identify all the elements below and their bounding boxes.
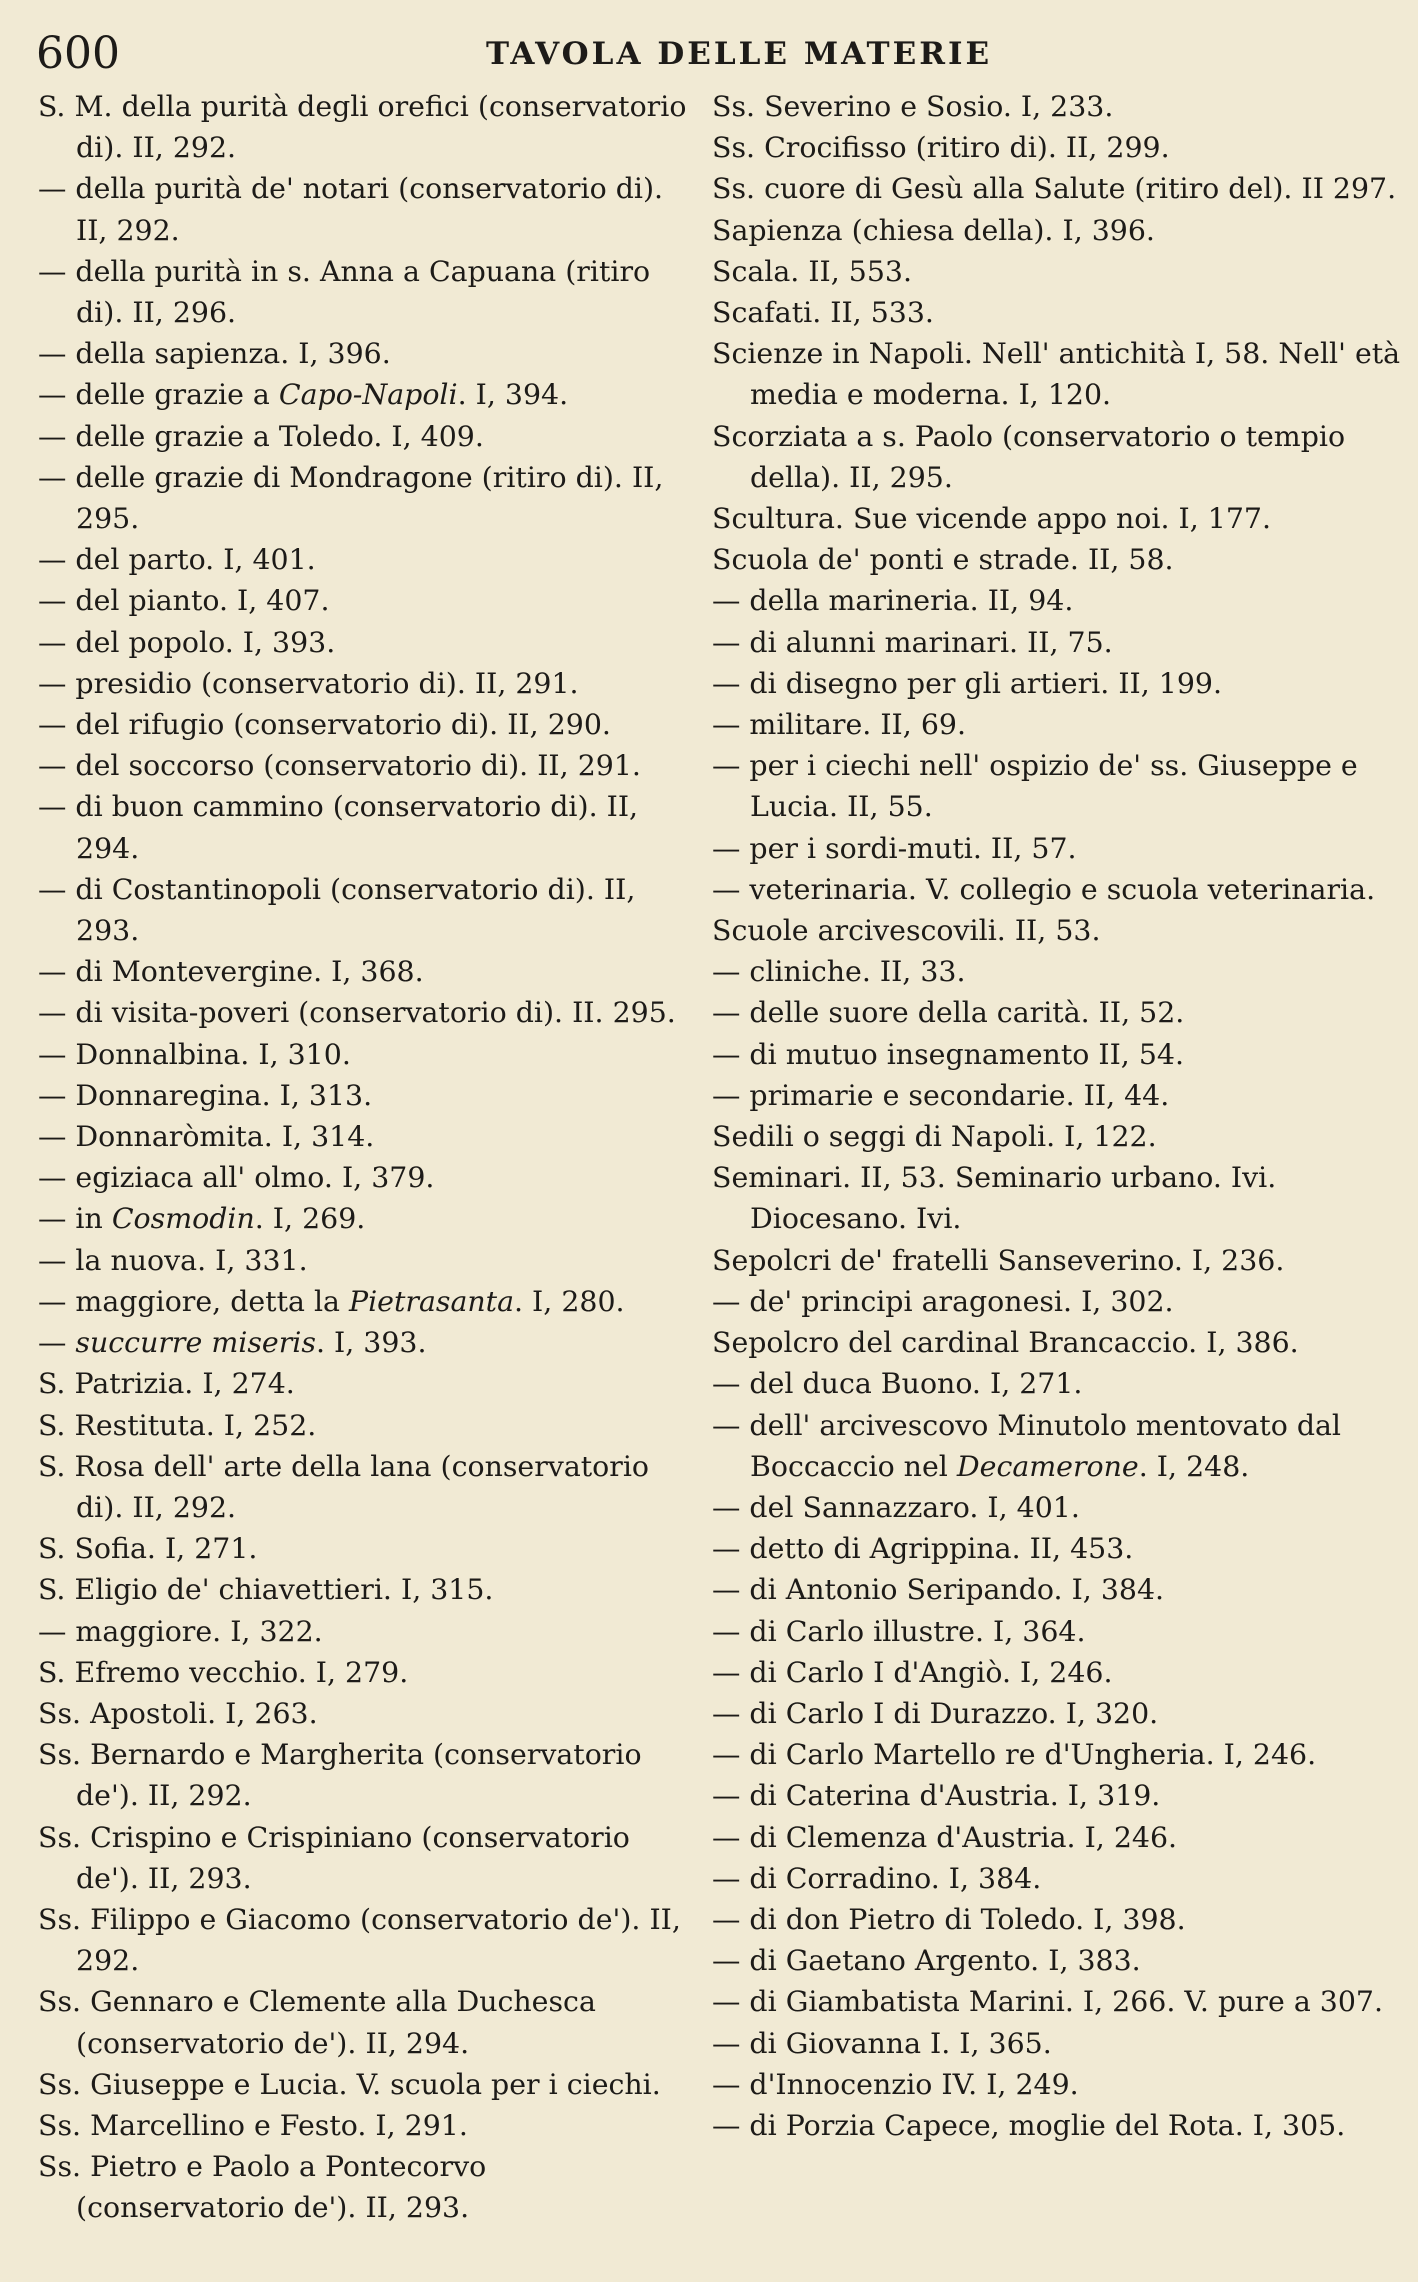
index-entry	[38, 622, 698, 663]
index-entry-text: — del parto. I, 401.	[38, 543, 316, 577]
index-entry-text: — de' principi aragonesi. I, 302.	[712, 1284, 1174, 1318]
index-entry	[712, 127, 1402, 168]
index-entry-text: — di Gaetano Argento. I, 383.	[712, 1944, 1141, 1978]
index-entry-text: S. Sofia. I, 271.	[38, 1532, 258, 1566]
index-entry-text: — di Carlo Martello re d'Ungheria. I, 246.	[712, 1738, 1317, 1772]
index-entry	[38, 457, 698, 539]
index-entry-text: — la nuova. I, 331.	[38, 1243, 308, 1277]
index-entry-text: . I, 248.	[1138, 1449, 1250, 1483]
index-entry-italic-text: Cosmodin	[111, 1202, 255, 1236]
running-head-title: TAVOLA DELLE MATERIE	[486, 36, 993, 72]
page-number: 600	[36, 28, 120, 79]
index-entry	[712, 168, 1402, 209]
index-entry-text: Ss. cuore di Gesù alla Salute (ritiro del). II 297.	[712, 172, 1397, 206]
index-entry-text: — di Carlo illustre. I, 364.	[712, 1614, 1086, 1648]
index-entry-text: Sedili o seggi di Napoli. I, 122.	[712, 1120, 1157, 1154]
index-entry-text: Ss. Severino e Sosio. I, 233.	[712, 90, 1114, 123]
index-entry-text: — del rifugio (conservatorio di). II, 290.	[38, 708, 611, 742]
index-entry	[38, 1240, 698, 1281]
index-entry	[712, 704, 1402, 745]
index-entry	[38, 1734, 698, 1816]
index-entry	[38, 1446, 698, 1528]
index-entry	[38, 251, 698, 333]
index-entry-text: S. Restituta. I, 252.	[38, 1408, 317, 1442]
index-entry	[712, 1528, 1402, 1569]
index-entry	[38, 1528, 698, 1569]
index-entry	[712, 828, 1402, 869]
index-entry-italic-text: Decamerone	[956, 1449, 1139, 1483]
index-entry-text: — delle grazie di Mondragone (ritiro di). II, 295.	[38, 460, 664, 536]
index-entry-text: — di Corradino. I, 384.	[712, 1861, 1042, 1895]
index-entry	[38, 1157, 698, 1198]
index-entry	[38, 2064, 698, 2105]
index-entry	[38, 1569, 698, 1610]
index-entry	[712, 910, 1402, 951]
index-entry-text: — di Carlo I d'Angiò. I, 246.	[712, 1655, 1113, 1689]
index-entry	[712, 86, 1402, 127]
index-entry	[38, 168, 698, 250]
index-entry-text: Scafati. II, 533.	[712, 296, 934, 330]
index-entry-text: — delle grazie a Toledo. I, 409.	[38, 419, 484, 453]
index-entry	[38, 1116, 698, 1157]
index-entry	[38, 1363, 698, 1404]
index-entry	[712, 251, 1402, 292]
index-entry-text: — della purità in s. Anna a Capuana (ritiro di). II, 296.	[38, 254, 651, 330]
index-entry	[38, 1034, 698, 1075]
index-entry	[712, 539, 1402, 580]
index-entry	[712, 1899, 1402, 1940]
index-entry-text: — di Carlo I di Durazzo. I, 320.	[712, 1696, 1159, 1730]
index-entry-italic-text: Pietrasanta	[348, 1284, 514, 1318]
index-entry-text: — maggiore, detta la	[38, 1284, 349, 1318]
index-entry	[38, 333, 698, 374]
index-entry	[38, 704, 698, 745]
index-entry-text: . I, 393.	[315, 1326, 427, 1360]
index-entry-text: — del popolo. I, 393.	[38, 625, 336, 659]
index-entry-text: — Donnalbina. I, 310.	[38, 1037, 351, 1071]
index-entry	[38, 1981, 698, 2063]
index-entry	[712, 1281, 1402, 1322]
index-entry-text: Ss. Gennaro e Clemente alla Duchesca (conservatorio de'). II, 294.	[38, 1985, 596, 2060]
page-header	[36, 22, 1386, 86]
index-entry	[712, 1034, 1402, 1075]
index-entry-text: — di Costantinopoli (conservatorio di). II, 293.	[38, 872, 636, 948]
index-entry-text: S. Rosa dell' arte della lana (conservatorio di). II, 292.	[38, 1449, 650, 1524]
index-entry	[38, 416, 698, 457]
index-entry-text: — militare. II, 69.	[712, 708, 966, 742]
index-entry	[38, 786, 698, 868]
index-entry-text: Scorziata a s. Paolo (conservatorio o tempio della). II, 295.	[712, 419, 1346, 494]
index-entry	[712, 333, 1402, 415]
index-entry-text: . I, 269.	[254, 1202, 366, 1236]
index-entry	[712, 1652, 1402, 1693]
index-entry-text: Sepolcro del cardinal Brancaccio. I, 386.	[712, 1326, 1299, 1360]
index-entry-text: Sepolcri de' fratelli Sanseverino. I, 236.	[712, 1243, 1285, 1277]
index-entry	[38, 1075, 698, 1116]
index-entry-text: — veterinaria. V. collegio e scuola veterinaria.	[712, 872, 1376, 906]
index-entry-text: — Donnaregina. I, 313.	[38, 1078, 373, 1112]
index-entry	[712, 1075, 1402, 1116]
index-entry	[38, 951, 698, 992]
index-entry	[38, 663, 698, 704]
index-entry	[712, 663, 1402, 704]
index-entry	[712, 292, 1402, 333]
index-entry	[712, 1157, 1402, 1239]
index-entry-italic-text: Capo-Napoli	[278, 378, 458, 412]
index-entry	[712, 1611, 1402, 1652]
index-entry-text: — di Porzia Capece, moglie del Rota. I, 305.	[712, 2108, 1346, 2142]
index-entry	[712, 1981, 1402, 2022]
index-entry	[712, 416, 1402, 498]
index-entry-text: — cliniche. II, 33.	[712, 955, 966, 989]
index-entry	[712, 1322, 1402, 1363]
index-entry	[38, 1899, 698, 1981]
index-entry-text: — per i ciechi nell' ospizio de' ss. Giuseppe e Lucia. II, 55.	[712, 749, 1358, 824]
index-entry	[712, 1363, 1402, 1404]
index-entry	[712, 745, 1402, 827]
index-entry	[712, 1487, 1402, 1528]
index-entry-text: Scienze in Napoli. Nell' antichità I, 58. Nell' età media e moderna. I, 120.	[712, 337, 1401, 412]
index-entry	[712, 1940, 1402, 1981]
index-entry-text: — Donnaròmita. I, 314.	[38, 1120, 375, 1154]
index-entry-text: S. M. della purità degli orefici (conservatorio di). II, 292.	[38, 90, 687, 165]
index-entry-text: Ss. Bernardo e Margherita (conservatorio de'). II, 292.	[38, 1738, 642, 1813]
index-entry-text: Scultura. Sue vicende appo noi. I, 177.	[712, 502, 1271, 536]
index-entry-text: — primarie e secondarie. II, 44.	[712, 1078, 1170, 1112]
index-column-right	[712, 86, 1402, 2146]
index-entry	[38, 745, 698, 786]
index-entry-text: S. Patrizia. I, 274.	[38, 1367, 295, 1401]
index-entry-text: — di Clemenza d'Austria. I, 246.	[712, 1820, 1178, 1854]
index-entry-text: — del duca Buono. I, 271.	[712, 1367, 1083, 1401]
index-entry-text: — della marineria. II, 94.	[712, 584, 1074, 618]
index-entry-text: . I, 394.	[457, 378, 569, 412]
index-entry-text: Ss. Apostoli. I, 263.	[38, 1696, 318, 1730]
index-entry	[712, 1858, 1402, 1899]
index-entry-text: Ss. Crispino e Crispiniano (conservatorio de'). II, 293.	[38, 1820, 630, 1895]
index-entry-text: — di disegno per gli artieri. II, 199.	[712, 666, 1223, 700]
index-entry-text: — di visita-poveri (conservatorio di). II. 295.	[38, 996, 676, 1030]
index-entry-text: — del Sannazzaro. I, 401.	[712, 1490, 1080, 1524]
index-entry-text: — del soccorso (conservatorio di). II, 291.	[38, 749, 641, 783]
index-entry-text: — del pianto. I, 407.	[38, 584, 330, 618]
index-entry	[38, 539, 698, 580]
index-entry-text: Ss. Giuseppe e Lucia. V. scuola per i ciechi.	[38, 2067, 661, 2101]
index-entry-text: — di mutuo insegnamento II, 54.	[712, 1037, 1184, 1071]
index-entry-italic-text: succurre miseris	[75, 1326, 316, 1360]
index-entry-text: — delle grazie a	[38, 378, 279, 412]
index-entry-text: . I, 280.	[514, 1284, 625, 1318]
index-entry-text: — di Giovanna I. I, 365.	[712, 2026, 1052, 2060]
index-entry	[712, 992, 1402, 1033]
index-entry-text: — della purità de' notari (conservatorio di). II, 292.	[38, 172, 664, 247]
index-entry	[712, 2023, 1402, 2064]
index-entry	[38, 1198, 698, 1239]
index-entry-text: Scala. II, 553.	[712, 254, 913, 288]
index-entry-text: S. Eligio de' chiavettieri. I, 315.	[38, 1573, 494, 1607]
index-entry-text: Scuola de' ponti e strade. II, 58.	[712, 543, 1174, 577]
index-entry	[712, 2064, 1402, 2105]
index-entry	[38, 86, 698, 168]
index-entry	[38, 1693, 698, 1734]
index-column-left	[38, 86, 698, 2229]
index-entry-text: S. Efremo vecchio. I, 279.	[38, 1655, 409, 1689]
index-entry	[712, 1240, 1402, 1281]
index-entry	[712, 1775, 1402, 1816]
index-entry	[38, 374, 698, 415]
index-entry-text: — presidio (conservatorio di). II, 291.	[38, 666, 579, 700]
index-entry	[712, 951, 1402, 992]
index-entry-text: Scuole arcivescovili. II, 53.	[712, 914, 1101, 948]
index-entry	[712, 210, 1402, 251]
index-entry-text: Ss. Filippo e Giacomo (conservatorio de'). II, 292.	[38, 1902, 681, 1978]
index-entry	[38, 1817, 698, 1899]
index-entry-text: — di don Pietro di Toledo. I, 398.	[712, 1902, 1186, 1936]
index-entry-text: Sapienza (chiesa della). I, 396.	[712, 213, 1155, 247]
index-entry-text: — delle suore della carità. II, 52.	[712, 996, 1185, 1030]
index-entry	[712, 498, 1402, 539]
index-entry-text: — detto di Agrippina. II, 453.	[712, 1532, 1134, 1566]
index-entry-text: — di alunni marinari. II, 75.	[712, 625, 1113, 659]
index-entry	[712, 580, 1402, 621]
index-entry-text: —	[38, 1326, 76, 1360]
index-entry	[38, 2105, 698, 2146]
index-entry	[712, 1693, 1402, 1734]
index-entry	[38, 1611, 698, 1652]
index-entry-text: — maggiore. I, 322.	[38, 1614, 323, 1648]
index-entry	[38, 1322, 698, 1363]
index-entry-text: — della sapienza. I, 396.	[38, 337, 391, 371]
index-entry-text: — in	[38, 1202, 112, 1236]
index-entry	[712, 1405, 1402, 1487]
index-entry-text: Ss. Pietro e Paolo a Pontecorvo (conservatorio de'). II, 293.	[38, 2150, 487, 2225]
index-entry	[38, 1652, 698, 1693]
index-entry-text: — di Antonio Seripando. I, 384.	[712, 1573, 1165, 1607]
index-entry-text: Ss. Marcellino e Festo. I, 291.	[38, 2108, 468, 2142]
index-entry	[712, 1569, 1402, 1610]
index-entry	[38, 992, 698, 1033]
index-entry-text: Seminari. II, 53. Seminario urbano. Ivi. Diocesano. Ivi.	[712, 1161, 1277, 1236]
index-entry-text: — per i sordi-muti. II, 57.	[712, 831, 1077, 865]
index-entry-text: — di Montevergine. I, 368.	[38, 955, 424, 989]
index-entry-text: — di Giambatista Marini. I, 266. V. pure a 307.	[712, 1985, 1383, 2019]
index-entry-text: — egiziaca all' olmo. I, 379.	[38, 1161, 435, 1195]
index-entry	[38, 2146, 698, 2228]
index-entry	[38, 1281, 698, 1322]
index-entry-text: — di buon cammino (conservatorio di). II, 294.	[38, 790, 639, 865]
index-entry-text: Ss. Crocifisso (ritiro di). II, 299.	[712, 131, 1170, 165]
index-entry-text: — dell' arcivescovo Minutolo mentovato dal Boccaccio nel	[712, 1408, 1342, 1483]
index-entry	[38, 1405, 698, 1446]
index-entry	[712, 622, 1402, 663]
index-entry-text: — d'Innocenzio IV. I, 249.	[712, 2067, 1079, 2101]
index-entry	[712, 1116, 1402, 1157]
index-entry	[712, 2105, 1402, 2146]
index-entry	[712, 869, 1402, 910]
index-entry	[38, 580, 698, 621]
index-entry-text: — di Caterina d'Austria. I, 319.	[712, 1779, 1161, 1813]
index-entry	[38, 869, 698, 951]
index-entry	[712, 1817, 1402, 1858]
index-entry	[712, 1734, 1402, 1775]
